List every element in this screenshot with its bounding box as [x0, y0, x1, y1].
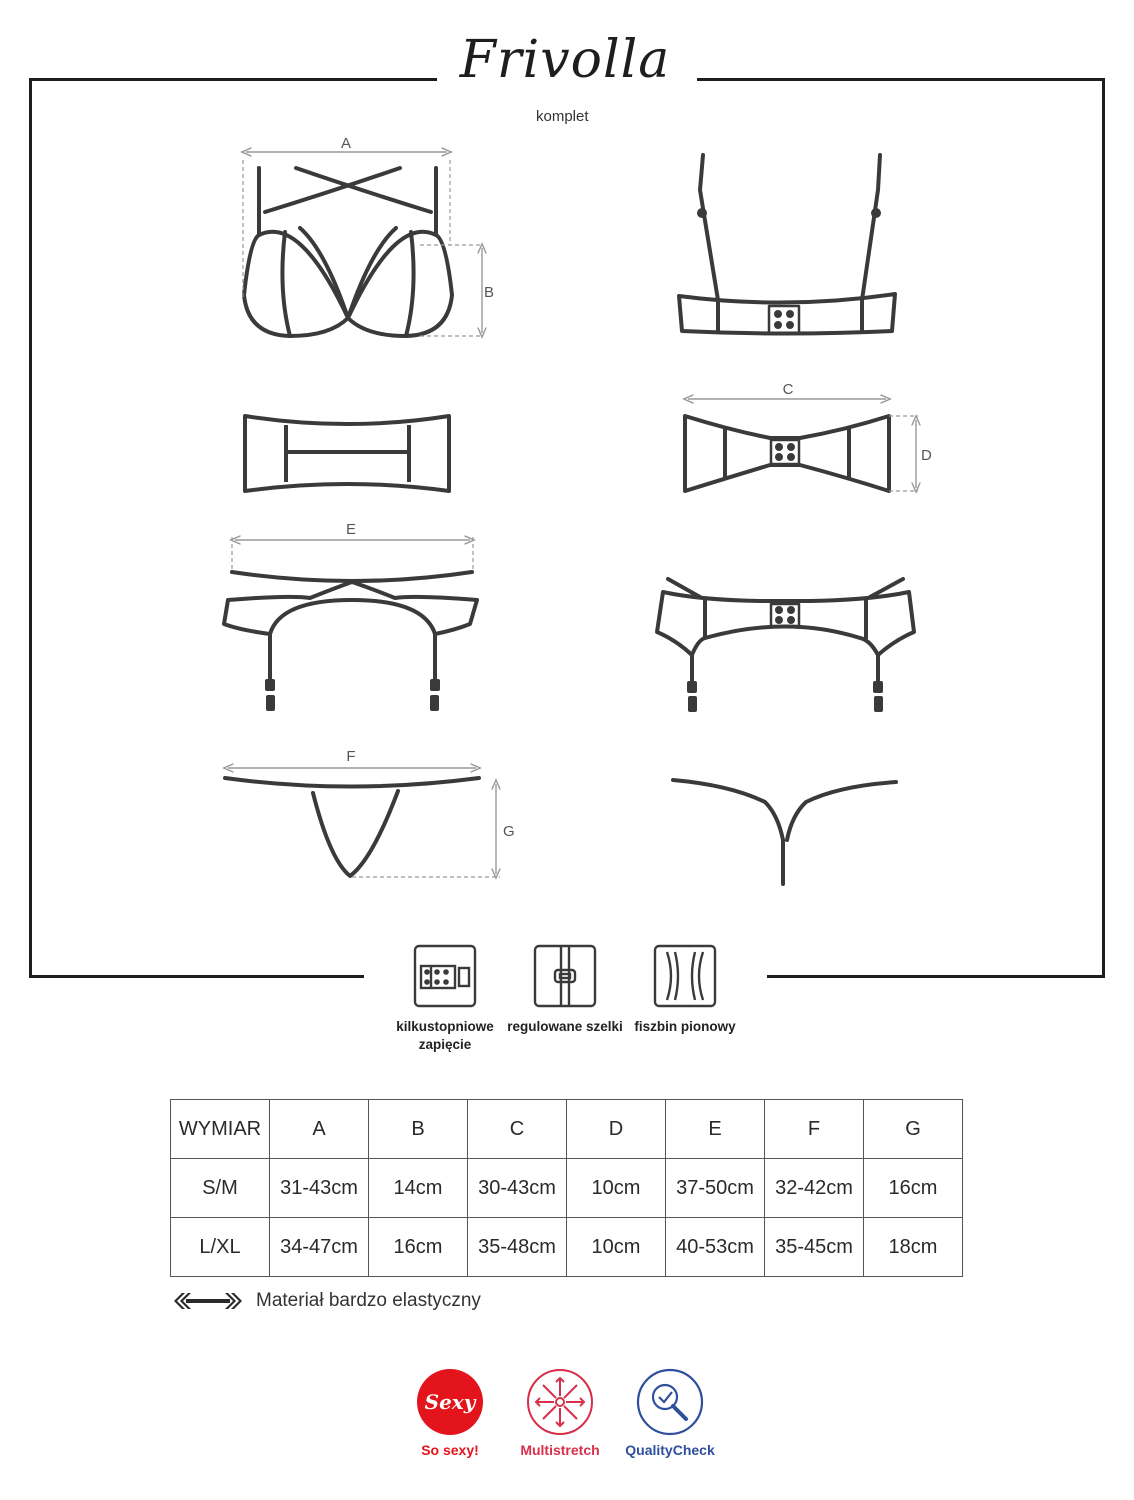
badge-label: So sexy!	[421, 1442, 479, 1458]
table-header-cell: D	[567, 1100, 666, 1159]
frame-bottom-right	[767, 975, 1105, 978]
quality-check-icon	[636, 1368, 704, 1436]
thong-back-drawing	[673, 780, 896, 884]
table-cell: 37-50cm	[666, 1159, 765, 1218]
elastic-material-note	[172, 1290, 481, 1312]
table-header-cell: WYMIAR	[171, 1100, 270, 1159]
feature-label: kilkustopniowe zapięcie	[396, 1019, 494, 1052]
feature-multi-hook-clasp	[380, 944, 510, 1054]
bandeau-back-drawing	[685, 416, 889, 491]
bra-back-drawing	[679, 155, 895, 334]
multistretch-icon	[526, 1368, 594, 1436]
table-cell: 18cm	[864, 1218, 963, 1277]
table-cell: 34-47cm	[270, 1218, 369, 1277]
multi-hook-clasp-icon	[413, 944, 477, 1008]
table-header-cell: E	[666, 1100, 765, 1159]
dimension-b-label: B	[484, 284, 495, 301]
dimension-d-guides	[889, 416, 918, 491]
table-cell: 30-43cm	[468, 1159, 567, 1218]
bra-front-drawing	[244, 168, 452, 336]
table-header-cell: C	[468, 1100, 567, 1159]
bandeau-front-drawing	[245, 416, 449, 491]
thong-front-drawing	[225, 778, 479, 876]
table-cell: 35-45cm	[765, 1218, 864, 1277]
table-cell: L/XL	[171, 1218, 270, 1277]
garter-belt-front-drawing	[224, 572, 477, 709]
dimension-g-label: G	[503, 823, 515, 840]
brand-subtitle: komplet	[536, 108, 589, 125]
garter-belt-back-drawing	[657, 579, 914, 710]
frame-bottom-left	[29, 975, 364, 978]
feature-adjustable-straps	[500, 944, 630, 1036]
table-cell: 16cm	[369, 1218, 468, 1277]
table-cell: 16cm	[864, 1159, 963, 1218]
brand-title: Frivolla	[459, 30, 671, 90]
table-header-cell: A	[270, 1100, 369, 1159]
badge-so-sexy	[390, 1368, 510, 1458]
badge-label: QualityCheck	[625, 1442, 715, 1458]
table-row	[171, 1218, 963, 1277]
table-cell: 14cm	[369, 1159, 468, 1218]
table-cell: 32-42cm	[765, 1159, 864, 1218]
table-header-cell: G	[864, 1100, 963, 1159]
table-cell: 31-43cm	[270, 1159, 369, 1218]
table-header-cell: B	[369, 1100, 468, 1159]
note-text: Materiał bardzo elastyczny	[256, 1290, 481, 1311]
table-cell: 40-53cm	[666, 1218, 765, 1277]
table-cell: 35-48cm	[468, 1218, 567, 1277]
feature-label: regulowane szelki	[507, 1019, 623, 1034]
stretch-arrows-icon	[172, 1291, 244, 1311]
size-table	[170, 1099, 963, 1277]
sexy-circle-icon	[416, 1368, 484, 1436]
badge-label: Multistretch	[520, 1442, 600, 1458]
dimension-a-label: A	[340, 135, 352, 152]
feature-vertical-boning	[620, 944, 750, 1036]
table-header-row	[171, 1100, 963, 1159]
table-row	[171, 1159, 963, 1218]
table-cell: 10cm	[567, 1159, 666, 1218]
vertical-boning-icon	[653, 944, 717, 1008]
table-cell: S/M	[171, 1159, 270, 1218]
dimension-f-label: F	[346, 748, 356, 765]
badge-multistretch	[500, 1368, 620, 1458]
adjustable-strap-icon	[533, 944, 597, 1008]
dimension-e-label: E	[345, 521, 357, 538]
badge-quality-check	[610, 1368, 730, 1458]
dimension-c-label: C	[782, 381, 794, 398]
feature-label: fiszbin pionowy	[634, 1019, 736, 1034]
sexy-badge-text: Sexy	[424, 1390, 476, 1414]
table-header-cell: F	[765, 1100, 864, 1159]
table-cell: 10cm	[567, 1218, 666, 1277]
dimension-d-label: D	[921, 447, 932, 464]
dimension-e-guides	[232, 537, 473, 570]
